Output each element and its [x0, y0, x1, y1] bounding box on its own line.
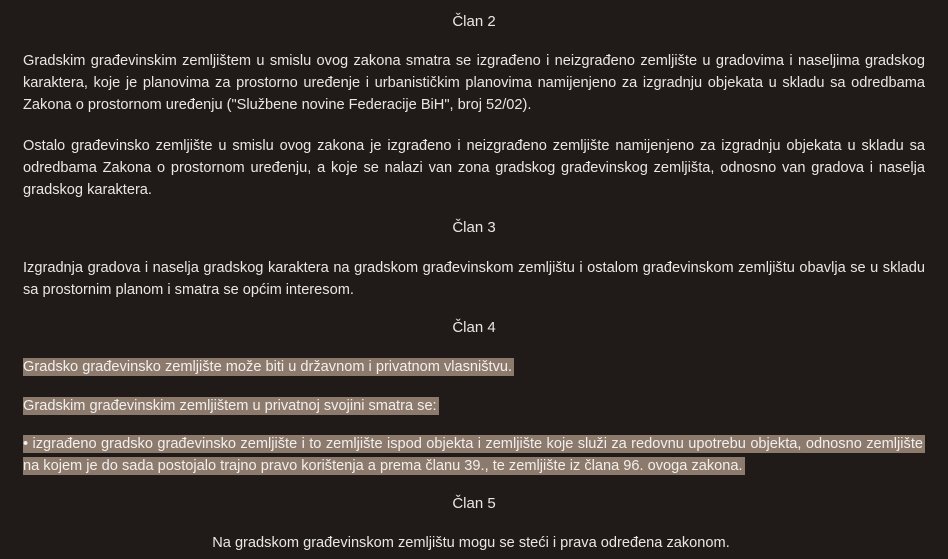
clan-2-paragraph-2: Ostalo građevinsko zemljište u smislu ovog zakona je izgrađeno i neizgrađeno zemljište namijenjeno za izgradnju objekata u skladu sa odredbama Zakona o prostornom uređenju, a koje se nalazi van zona gradskog građevinskog zemljišta, odnosno van gradova i naselja gradskog karaktera.	[23, 138, 925, 198]
clan-2-paragraph-1: Gradskim građevinskim zemljištem u smislu ovog zakona smatra se izgrađeno i neizgrađeno zemljište u gradovima i naseljima gradskog karaktera, koje je planovima za prostorno uređenje i urbanističkim planovima namijenjeno za izgradnju objekata u skladu sa odredbama Zakona o prostornom uređenju ("Službene novine Federacije BiH", broj 52/02).	[23, 53, 925, 113]
clan-5-paragraph-1: Na gradskom građevinskom zemljištu mogu se steći i prava određena zakonom.	[212, 535, 730, 551]
clan-4-heading: Član 4	[452, 319, 496, 336]
clan-4-paragraph-3	[23, 433, 925, 477]
highlighted-text[interactable]: Gradskim građevinskim zemljištem u privatnoj svojini smatra se:	[23, 398, 437, 414]
highlighted-text[interactable]: Gradsko građevinsko zemljište može biti u državnom i privatnom vlasništvu.	[23, 359, 513, 375]
highlighted-text[interactable]: • izgrađeno gradsko građevinsko zemljište i to zemljište ispod objekta i zemljište koje služi za redovnu upotrebu objekta, odnosno zemljište na kojem je do sada postojalo trajno pravo korištenja a prema članu 39., te zemljište iz člana 96. ovoga zakona.	[23, 436, 923, 474]
clan-4-paragraph-1	[23, 356, 925, 378]
clan-3-paragraph-1: Izgradnja gradova i naselja gradskog karaktera na gradskom građevinskom zemljištu i ostalom građevinskom zemljištu obavlja se u skladu sa prostornim planom i smatra se općim interesom.	[23, 260, 925, 298]
clan-2-heading: Član 2	[452, 13, 496, 30]
clan-4-paragraph-2	[23, 395, 925, 417]
clan-5-heading: Član 5	[452, 495, 496, 512]
clan-3-heading: Član 3	[452, 219, 496, 236]
